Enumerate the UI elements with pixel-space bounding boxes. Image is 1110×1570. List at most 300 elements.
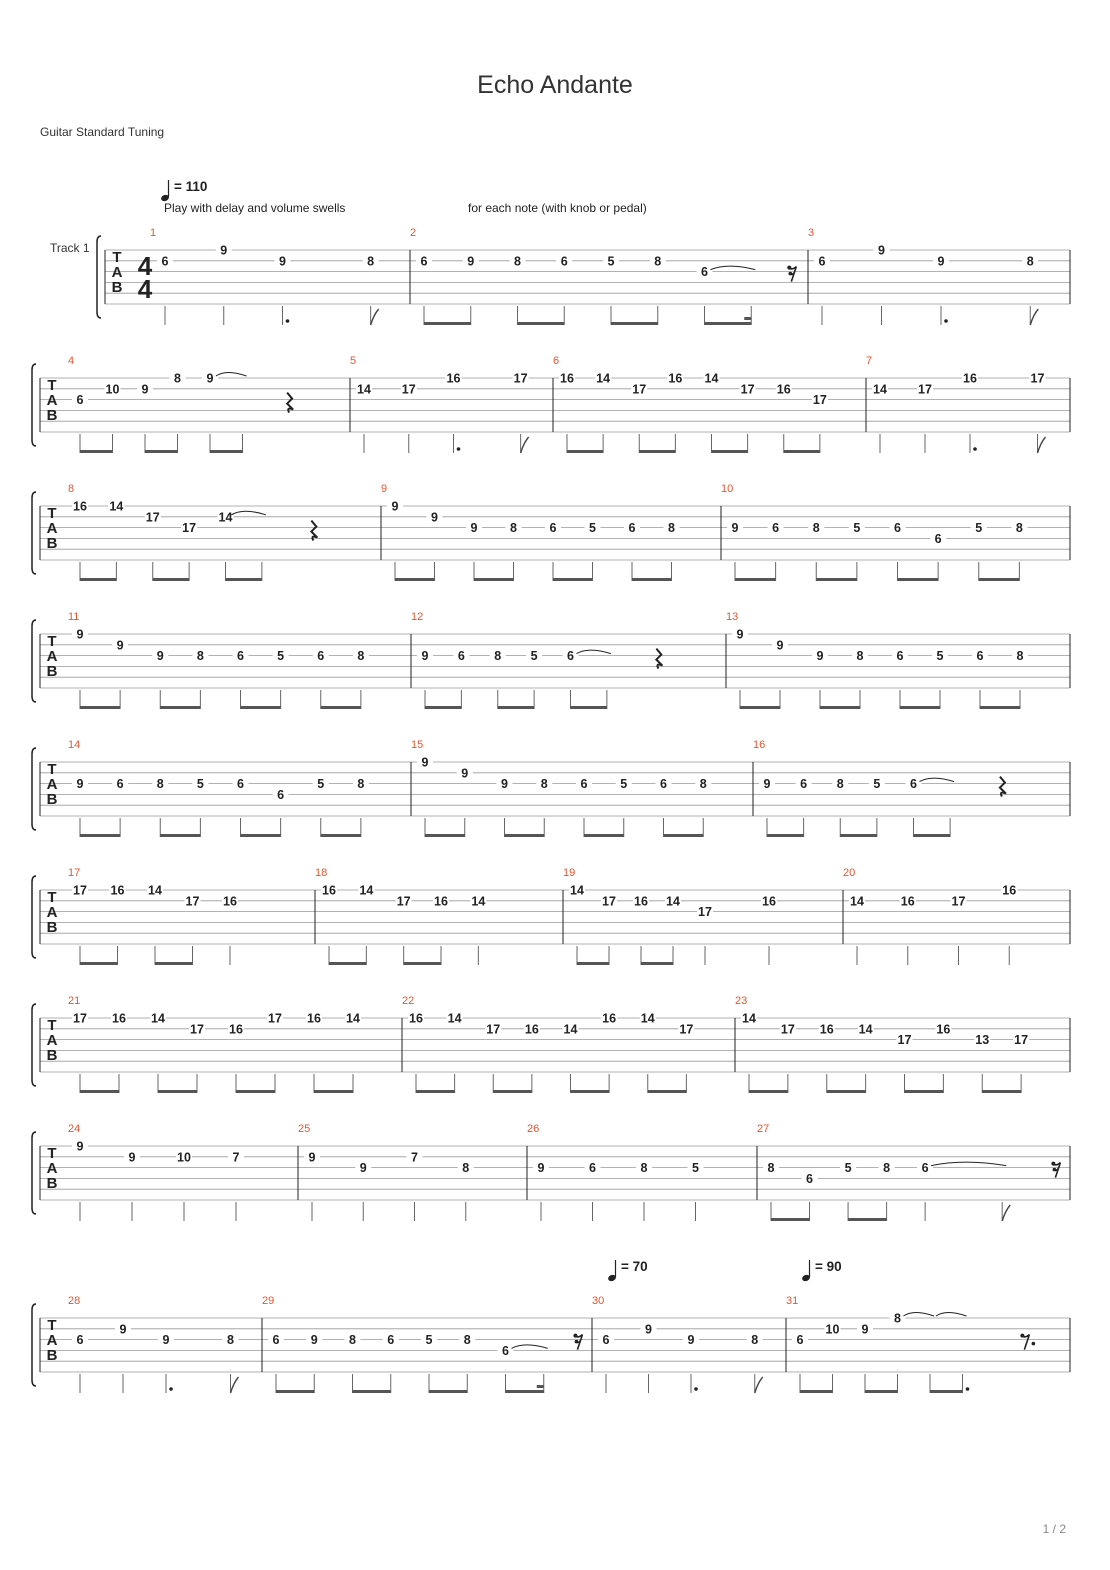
beam <box>584 834 624 837</box>
fret-number: 16 <box>73 499 87 514</box>
beam <box>848 1218 887 1221</box>
beam <box>276 1390 314 1393</box>
beam <box>571 1090 610 1093</box>
fret-number: 6 <box>910 777 917 792</box>
fret-number: 6 <box>420 254 428 269</box>
fret-number: 8 <box>668 521 675 536</box>
tab-clef-letter: A <box>46 776 58 793</box>
fret-number: 17 <box>918 382 932 397</box>
tuning-label: Guitar Standard Tuning <box>40 125 165 139</box>
fret-number: 8 <box>463 1333 471 1348</box>
measure-number: 3 <box>808 227 815 239</box>
rest <box>656 649 662 669</box>
beam <box>404 962 441 965</box>
fret-number: 6 <box>76 393 84 408</box>
measure-number: 19 <box>563 867 576 879</box>
beam <box>749 1090 788 1093</box>
beam <box>639 450 675 453</box>
fret-number: 16 <box>819 1022 834 1037</box>
fret-number: 9 <box>431 510 438 525</box>
beam <box>160 834 200 837</box>
tab-clef-letter: T <box>112 249 122 266</box>
fret-number: 17 <box>486 1022 501 1037</box>
fret-number: 10 <box>105 382 120 397</box>
fret-number: 8 <box>751 1333 759 1348</box>
fret-number: 16 <box>936 1022 951 1037</box>
fret-number: 16 <box>762 894 776 909</box>
tab-clef-letter: A <box>46 1032 58 1049</box>
fret-number: 9 <box>537 1161 545 1176</box>
fret-number: 9 <box>279 254 286 269</box>
fret-number: 8 <box>514 254 521 269</box>
fret-number: 8 <box>1026 254 1034 269</box>
fret-number: 9 <box>116 638 124 653</box>
tab-clef-letter: A <box>46 904 58 921</box>
tie-arc <box>711 266 756 270</box>
fret-number: 5 <box>975 521 983 536</box>
fret-number: 5 <box>589 521 596 536</box>
fret-number: 14 <box>742 1011 756 1026</box>
tab-clef-letter: A <box>46 520 58 537</box>
fret-number: 5 <box>620 777 628 792</box>
beam <box>314 1090 353 1093</box>
tie-arc <box>904 1313 935 1317</box>
fret-number: 6 <box>818 254 826 269</box>
tab-clef-letter: T <box>47 377 57 394</box>
beam <box>632 578 672 581</box>
beam <box>80 706 120 709</box>
augmentation-dot <box>286 319 290 323</box>
fret-number: 9 <box>206 371 214 386</box>
fret-number: 16 <box>322 883 336 898</box>
fret-number: 9 <box>878 243 885 258</box>
measure-number: 12 <box>411 611 424 623</box>
fret-number: 6 <box>457 649 465 664</box>
tab-clef-letter: T <box>47 1145 57 1162</box>
measure-number: 1 <box>150 227 157 239</box>
fret-number: 8 <box>654 254 662 269</box>
fret-number: 9 <box>501 777 508 792</box>
augmentation-dot <box>944 319 948 323</box>
beam <box>80 578 116 581</box>
fret-number: 8 <box>357 777 365 792</box>
fret-number: 8 <box>894 1311 901 1326</box>
beam <box>980 706 1020 709</box>
fret-number: 14 <box>666 894 680 909</box>
augmentation-dot <box>973 447 977 451</box>
fret-number: 14 <box>447 1011 462 1026</box>
tab-clef-letter: T <box>47 1317 57 1334</box>
beam <box>425 706 461 709</box>
tab-clef-letter: B <box>46 1347 58 1364</box>
fret-number: 6 <box>921 1161 929 1176</box>
fret-number: 14 <box>563 1022 578 1037</box>
fret-number: 9 <box>731 521 739 536</box>
fret-number: 14 <box>570 883 584 898</box>
measure-number: 22 <box>402 995 415 1007</box>
fret-number: 5 <box>317 777 325 792</box>
beam <box>498 706 534 709</box>
rest <box>287 393 293 413</box>
beam <box>429 1390 467 1393</box>
measure-number: 11 <box>68 611 80 623</box>
tab-clef-letter: B <box>46 1175 58 1192</box>
beam <box>493 1090 532 1093</box>
score-title: Echo Andante <box>477 71 633 99</box>
fret-number: 6 <box>580 777 588 792</box>
fret-number: 6 <box>116 777 124 792</box>
fret-number: 6 <box>560 254 568 269</box>
time-signature-top: 4 <box>137 251 153 281</box>
tab-clef-letter: T <box>47 761 57 778</box>
fret-number: 17 <box>268 1011 282 1026</box>
fret-number: 9 <box>308 1150 316 1165</box>
annotation: for each note (with knob or pedal) <box>468 201 647 215</box>
beam <box>321 834 361 837</box>
fret-number: 14 <box>151 1011 165 1026</box>
fret-number: 9 <box>645 1322 652 1337</box>
beam <box>914 834 951 837</box>
fret-number: 17 <box>602 894 616 909</box>
beam <box>900 706 940 709</box>
fret-number: 7 <box>411 1150 418 1165</box>
beam <box>160 706 200 709</box>
fret-number: 6 <box>660 777 667 792</box>
measure-number: 14 <box>68 739 81 751</box>
fret-number: 9 <box>156 649 164 664</box>
fret-number: 8 <box>510 521 517 536</box>
measure-number: 20 <box>843 867 856 879</box>
tab-clef-letter: A <box>111 264 123 281</box>
tempo-mark: = 110 <box>174 179 208 194</box>
beam <box>236 1090 275 1093</box>
fret-number: 17 <box>190 1022 204 1037</box>
fret-number: 16 <box>634 894 648 909</box>
fret-number: 17 <box>182 521 197 536</box>
sixteenth-beam <box>537 1385 544 1388</box>
fret-number: 10 <box>177 1150 191 1165</box>
tie-arc <box>577 650 611 654</box>
fret-number: 6 <box>934 531 942 546</box>
beam <box>705 322 752 325</box>
beam <box>155 962 193 965</box>
fret-number: 14 <box>148 883 162 898</box>
fret-number: 8 <box>699 777 707 792</box>
fret-number: 8 <box>856 649 864 664</box>
fret-number: 9 <box>220 243 228 258</box>
fret-number: 9 <box>461 766 469 781</box>
beam <box>80 450 113 453</box>
measure-number: 17 <box>68 867 81 879</box>
measure-number: 24 <box>68 1123 81 1135</box>
tab-clef-letter: B <box>46 535 58 552</box>
fret-number: 17 <box>951 894 966 909</box>
fret-number: 14 <box>640 1011 655 1026</box>
system-bracket <box>32 1004 36 1086</box>
augmentation-dot <box>694 1387 698 1391</box>
fret-number: 17 <box>740 382 755 397</box>
tab-clef-letter: T <box>47 889 57 906</box>
fret-number: 16 <box>112 1011 126 1026</box>
tempo-mark: = 90 <box>815 1259 842 1274</box>
fret-number: 5 <box>936 649 944 664</box>
note-flag <box>1030 309 1038 325</box>
beam <box>321 706 361 709</box>
fret-number: 14 <box>218 510 233 525</box>
fret-number: 16 <box>223 894 237 909</box>
rest-dot <box>1051 1162 1055 1166</box>
fret-number: 8 <box>767 1161 775 1176</box>
system-bracket <box>32 492 36 574</box>
note-flag <box>231 1377 239 1393</box>
rest-aug-dot <box>1032 1342 1036 1346</box>
fret-number: 6 <box>772 521 780 536</box>
fret-number: 8 <box>1016 649 1024 664</box>
fret-number: 14 <box>109 499 124 514</box>
fret-number: 16 <box>524 1022 539 1037</box>
measure-number: 23 <box>735 995 748 1007</box>
beam <box>664 834 704 837</box>
tab-clef-letter: A <box>46 1332 58 1349</box>
fret-number: 5 <box>607 254 615 269</box>
measure-number: 30 <box>592 1295 605 1307</box>
augmentation-dot <box>169 1387 173 1391</box>
fret-number: 6 <box>800 777 808 792</box>
beam <box>735 578 776 581</box>
beam <box>80 834 120 837</box>
beam <box>153 578 189 581</box>
beam <box>416 1090 455 1093</box>
fret-number: 17 <box>1030 371 1045 386</box>
fret-number: 16 <box>229 1022 243 1037</box>
fret-number: 9 <box>76 1139 84 1154</box>
fret-number: 8 <box>494 649 502 664</box>
fret-number: 14 <box>704 371 719 386</box>
tie-arc <box>512 1345 548 1349</box>
fret-number: 16 <box>776 382 791 397</box>
note-flag <box>755 1377 763 1393</box>
beam <box>771 1218 810 1221</box>
measure-number: 13 <box>726 611 739 623</box>
tab-clef-letter: B <box>46 791 58 808</box>
fret-number: 5 <box>844 1161 852 1176</box>
measure-number: 9 <box>381 483 388 495</box>
measure-number: 25 <box>298 1123 311 1135</box>
beam <box>506 1390 544 1393</box>
fret-number: 5 <box>853 521 861 536</box>
fret-number: 17 <box>396 894 411 909</box>
measure-number: 2 <box>410 227 417 239</box>
fret-number: 6 <box>567 649 574 664</box>
system-bracket <box>32 876 36 958</box>
fret-number: 8 <box>227 1333 234 1348</box>
fret-number: 6 <box>237 649 244 664</box>
beam <box>505 834 545 837</box>
beam <box>571 706 607 709</box>
sixteenth-beam <box>744 317 751 320</box>
fret-number: 6 <box>317 649 325 664</box>
fret-number: 8 <box>883 1161 891 1176</box>
fret-number: 9 <box>470 521 478 536</box>
track-label: Track 1 <box>50 241 90 255</box>
fret-number: 16 <box>409 1011 423 1026</box>
beam <box>577 962 609 965</box>
system-bracket <box>32 364 36 446</box>
measure-number: 10 <box>721 483 734 495</box>
rest-dot <box>573 1334 577 1338</box>
fret-number: 16 <box>110 883 125 898</box>
fret-number: 17 <box>145 510 160 525</box>
fret-number: 5 <box>277 649 285 664</box>
beam <box>518 322 565 325</box>
fret-number: 9 <box>119 1322 127 1337</box>
beam <box>784 450 820 453</box>
rest-dot2 <box>575 1340 579 1344</box>
note-flag <box>371 309 379 325</box>
fret-number: 8 <box>1015 521 1023 536</box>
tab-clef-letter: A <box>46 648 58 665</box>
fret-number: 6 <box>387 1333 395 1348</box>
measure-number: 28 <box>68 1295 81 1307</box>
measure-number: 15 <box>411 739 424 751</box>
fret-number: 9 <box>736 627 744 642</box>
fret-number: 8 <box>540 777 548 792</box>
system-bracket <box>32 1132 36 1214</box>
tab-clef-letter: B <box>111 279 123 296</box>
measure-number: 29 <box>262 1295 275 1307</box>
fret-number: 5 <box>530 649 538 664</box>
fret-number: 14 <box>359 883 374 898</box>
fret-number: 6 <box>796 1333 804 1348</box>
fret-number: 7 <box>232 1150 240 1165</box>
rest-dot <box>787 266 791 270</box>
measure-number: 5 <box>350 355 357 367</box>
tab-clef-letter: B <box>46 919 58 936</box>
fret-number: 6 <box>701 265 708 280</box>
annotation: Play with delay and volume swells <box>164 201 346 215</box>
fret-number: 8 <box>462 1161 470 1176</box>
beam <box>641 962 673 965</box>
fret-number: 6 <box>237 777 244 792</box>
fret-number: 8 <box>357 649 365 664</box>
beam <box>979 578 1020 581</box>
fret-number: 8 <box>812 521 820 536</box>
beam <box>395 578 435 581</box>
beam <box>329 962 366 965</box>
system-bracket <box>32 748 36 830</box>
tie-arc <box>931 1162 1006 1166</box>
fret-number: 14 <box>357 382 371 397</box>
fret-number: 17 <box>1014 1033 1029 1048</box>
fret-number: 9 <box>687 1333 695 1348</box>
fret-number: 17 <box>73 1011 87 1026</box>
tie-arc <box>920 778 955 782</box>
fret-number: 17 <box>185 894 200 909</box>
fret-number: 5 <box>196 777 204 792</box>
tab-clef-letter: T <box>47 505 57 522</box>
measure-number: 7 <box>866 355 873 367</box>
fret-number: 14 <box>873 382 887 397</box>
fret-number: 10 <box>825 1322 840 1337</box>
beam <box>865 1390 898 1393</box>
fret-number: 9 <box>141 382 149 397</box>
fret-number: 13 <box>975 1033 990 1048</box>
fret-number: 9 <box>128 1150 136 1165</box>
beam <box>816 578 857 581</box>
system-bracket <box>97 236 101 318</box>
fret-number: 16 <box>307 1011 321 1026</box>
beam <box>425 834 465 837</box>
fret-number: 9 <box>359 1161 367 1176</box>
fret-number: 8 <box>174 371 181 386</box>
fret-number: 14 <box>850 894 864 909</box>
measure-number: 27 <box>757 1123 770 1135</box>
beam <box>80 962 118 965</box>
measure-number: 31 <box>786 1295 799 1307</box>
beam <box>241 706 281 709</box>
system-bracket <box>32 1304 36 1386</box>
beam <box>840 834 877 837</box>
fret-number: 6 <box>161 254 169 269</box>
beam <box>740 706 780 709</box>
fret-number: 6 <box>502 1343 509 1358</box>
fret-number: 9 <box>467 254 475 269</box>
tab-clef-letter: B <box>46 663 58 680</box>
tab-clef-letter: A <box>46 1160 58 1177</box>
fret-number: 9 <box>76 777 84 792</box>
tab-clef-letter: B <box>46 1047 58 1064</box>
rest-dot2 <box>1053 1168 1057 1172</box>
fret-number: 17 <box>897 1033 912 1048</box>
fret-number: 14 <box>596 371 611 386</box>
fret-number: 9 <box>861 1322 869 1337</box>
fret-number: 6 <box>628 521 636 536</box>
beam <box>226 578 262 581</box>
fret-number: 16 <box>602 1011 617 1026</box>
beam <box>905 1090 944 1093</box>
system-bracket <box>32 620 36 702</box>
fret-number: 6 <box>976 649 984 664</box>
measure-number: 18 <box>315 867 328 879</box>
fret-number: 14 <box>858 1022 873 1037</box>
fret-number: 6 <box>602 1333 610 1348</box>
page-number: 1 / 2 <box>1042 1522 1066 1536</box>
tab-clef-letter: A <box>46 392 58 409</box>
note-flag <box>521 437 529 453</box>
fret-number: 17 <box>812 393 827 408</box>
measure-number: 21 <box>68 995 81 1007</box>
fret-number: 17 <box>780 1022 795 1037</box>
beam <box>820 706 860 709</box>
fret-number: 6 <box>549 521 557 536</box>
fret-number: 5 <box>692 1161 699 1176</box>
measure-number: 8 <box>68 483 75 495</box>
fret-number: 6 <box>76 1333 84 1348</box>
fret-number: 9 <box>162 1333 170 1348</box>
fret-number: 6 <box>894 521 901 536</box>
beam <box>767 834 804 837</box>
fret-number: 6 <box>806 1171 814 1186</box>
fret-number: 9 <box>391 499 399 514</box>
measure-number: 4 <box>68 355 75 367</box>
fret-number: 5 <box>425 1333 433 1348</box>
fret-number: 8 <box>349 1333 356 1348</box>
fret-number: 9 <box>421 755 429 770</box>
fret-number: 9 <box>776 638 784 653</box>
beam <box>982 1090 1021 1093</box>
beam <box>474 578 514 581</box>
fret-number: 16 <box>963 371 977 386</box>
